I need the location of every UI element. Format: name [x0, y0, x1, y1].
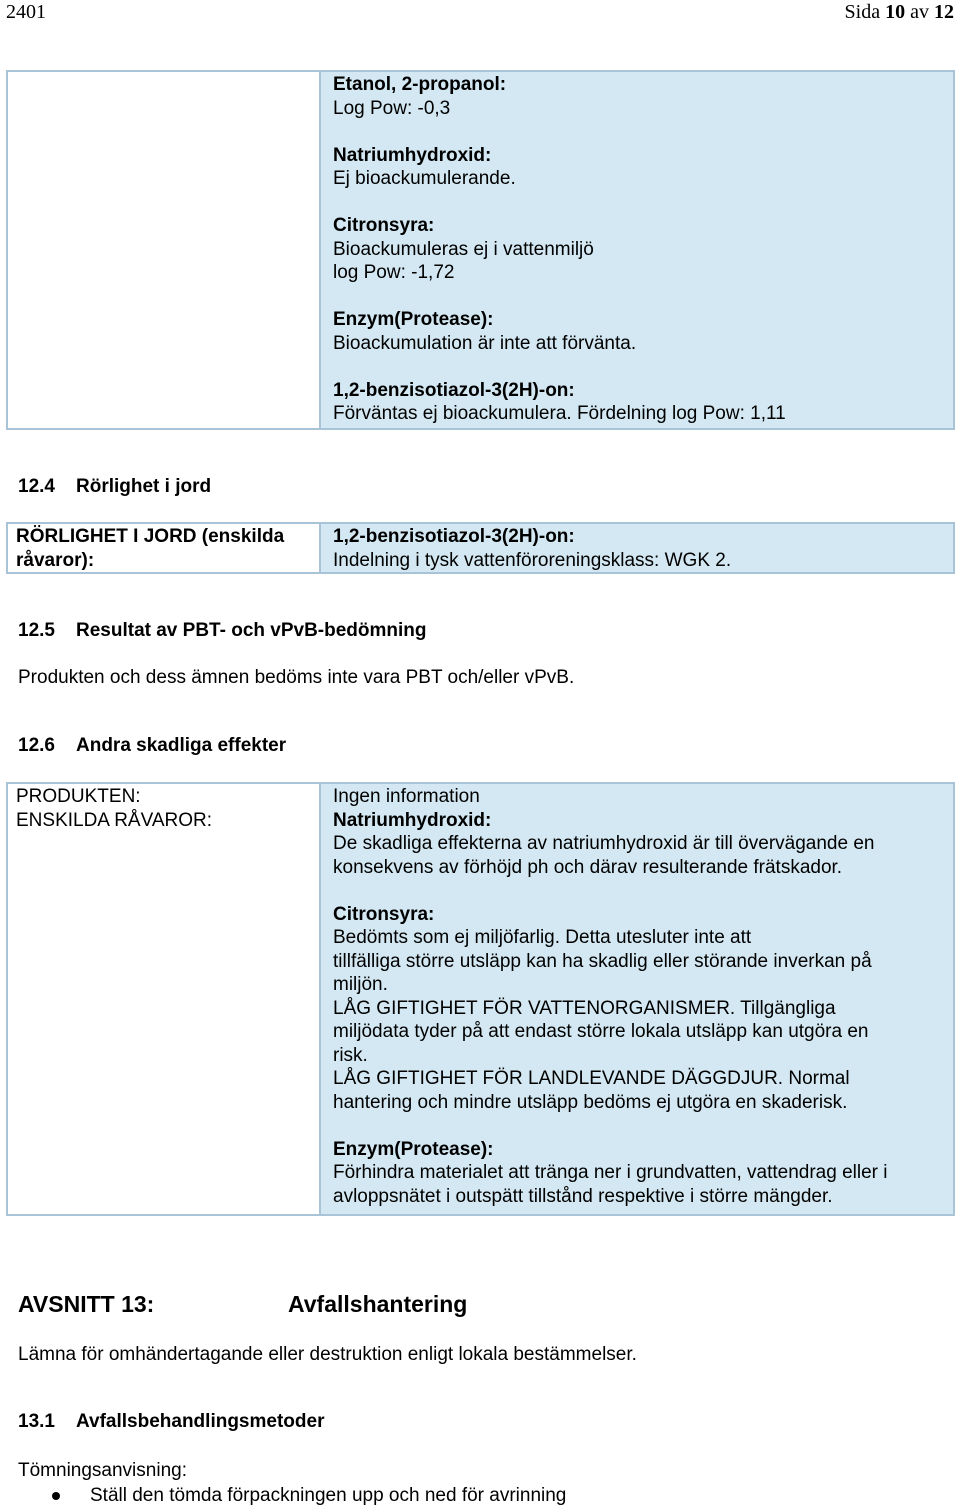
item-text: Bioackumulation är inte att förvänta. — [333, 332, 637, 354]
soil-mobility-label: RÖRLIGHET I JORD (enskilda — [16, 526, 285, 547]
page-prefix: Sida — [844, 1, 881, 23]
item-text: Förväntas ej bioackumulera. Fördelning log Pow: 1,11 — [333, 403, 786, 424]
item-text: konsekvens av förhöjd ph och därav resulterande frätskador. — [333, 856, 843, 878]
document-number: 2401 — [6, 1, 46, 23]
page-current: 10 — [885, 1, 906, 23]
section-13-1-heading — [18, 1410, 324, 1434]
section-title: Rörlighet i jord — [76, 476, 212, 497]
page-indicator — [845, 0, 954, 24]
item-label: Natriumhydroxid: — [333, 144, 492, 166]
bullet-text: Ställ den tömda förpackningen upp och ned för avrinning — [90, 1485, 567, 1506]
raw-materials-label: ENSKILDA RÅVAROR: — [16, 809, 213, 831]
item-text: LÅG GIFTIGHET FÖR LANDLEVANDE DÄGGDJUR. Normal — [333, 1068, 850, 1089]
item-text: miljödata tyder på att endast större lokala utsläpp kan utgöra en — [333, 1021, 869, 1042]
item-text: Bedömts som ej miljöfarlig. Detta utesluter inte att — [333, 927, 752, 948]
item-label: Enzym(Protease): — [333, 1138, 494, 1160]
item-text: Log Pow: -0,3 — [333, 97, 451, 119]
item-text: Ej bioackumulerande. — [333, 168, 516, 189]
item-text: Indelning i tysk vattenföroreningsklass: WGK 2. — [333, 549, 732, 571]
section-13-label: AVSNITT 13: — [18, 1291, 155, 1317]
page-total: 12 — [934, 1, 954, 23]
item-label: 1,2-benzisotiazol-3(2H)-on: — [333, 526, 575, 547]
other-effects-row — [6, 782, 955, 1216]
bullet-item — [52, 1484, 566, 1508]
item-text: miljön. — [333, 974, 388, 995]
item-label: Citronsyra: — [333, 215, 435, 236]
section-title: Avfallsbehandlingsmetoder — [76, 1411, 325, 1432]
section-12-4-heading — [18, 475, 211, 499]
item-label: Citronsyra: — [333, 903, 435, 925]
pbt-assessment-text: Produkten och dess ämnen bedöms inte vara PBT och/eller vPvB. — [18, 667, 575, 688]
section-number: 12.4 — [18, 476, 55, 497]
product-info-text: Ingen information — [333, 786, 480, 807]
soil-mobility-label: råvaror): — [16, 549, 95, 571]
item-text: Bioackumuleras ej i vattenmiljö — [333, 238, 594, 260]
section-number: 12.6 — [18, 735, 55, 756]
bullet-icon — [52, 1492, 60, 1500]
other-effects-left-cell — [8, 784, 321, 1214]
item-text: log Pow: -1,72 — [333, 262, 455, 283]
bioaccumulation-left-cell — [8, 72, 321, 428]
bioaccumulation-right-cell — [321, 72, 953, 428]
soil-mobility-right-cell — [321, 524, 953, 572]
item-label: Natriumhydroxid: — [333, 809, 492, 831]
product-label: PRODUKTEN: — [16, 786, 141, 807]
section-title: Andra skadliga effekter — [76, 735, 287, 756]
soil-mobility-row — [6, 522, 955, 574]
item-label: Etanol, 2-propanol: — [333, 74, 507, 95]
item-text: De skadliga effekterna av natriumhydroxid är till övervägande en — [333, 833, 875, 854]
other-effects-right-cell — [321, 784, 953, 1214]
item-text: Förhindra materialet att tränga ner i grundvatten, vattendrag eller i — [333, 1162, 888, 1183]
item-text: hantering och mindre utsläpp bedöms ej utgöra en skaderisk. — [333, 1091, 848, 1113]
section-number: 12.5 — [18, 620, 55, 641]
item-text: tillfälliga större utsläpp kan ha skadlig eller störande inverkan på — [333, 950, 872, 972]
item-label: Enzym(Protease): — [333, 309, 494, 330]
item-label: 1,2-benzisotiazol-3(2H)-on: — [333, 379, 575, 401]
disposal-intro-text: Lämna för omhändertagande eller destruktion enligt lokala bestämmelser. — [18, 1344, 637, 1365]
section-number: 13.1 — [18, 1411, 55, 1432]
section-13-title: Avfallshantering — [288, 1291, 468, 1317]
bioaccumulation-row — [6, 70, 955, 430]
page-sep: av — [910, 1, 929, 23]
soil-mobility-left-cell — [8, 524, 321, 572]
item-text: avloppsnätet i outspätt tillstånd respektive i större mängder. — [333, 1185, 833, 1207]
section-12-6-heading — [18, 734, 286, 758]
section-12-5-heading — [18, 619, 427, 643]
item-text: LÅG GIFTIGHET FÖR VATTENORGANISMER. Tillgängliga — [333, 997, 836, 1019]
section-title: Resultat av PBT- och vPvB-bedömning — [76, 620, 427, 641]
emptying-label: Tömningsanvisning: — [18, 1460, 187, 1481]
item-text: risk. — [333, 1044, 368, 1066]
